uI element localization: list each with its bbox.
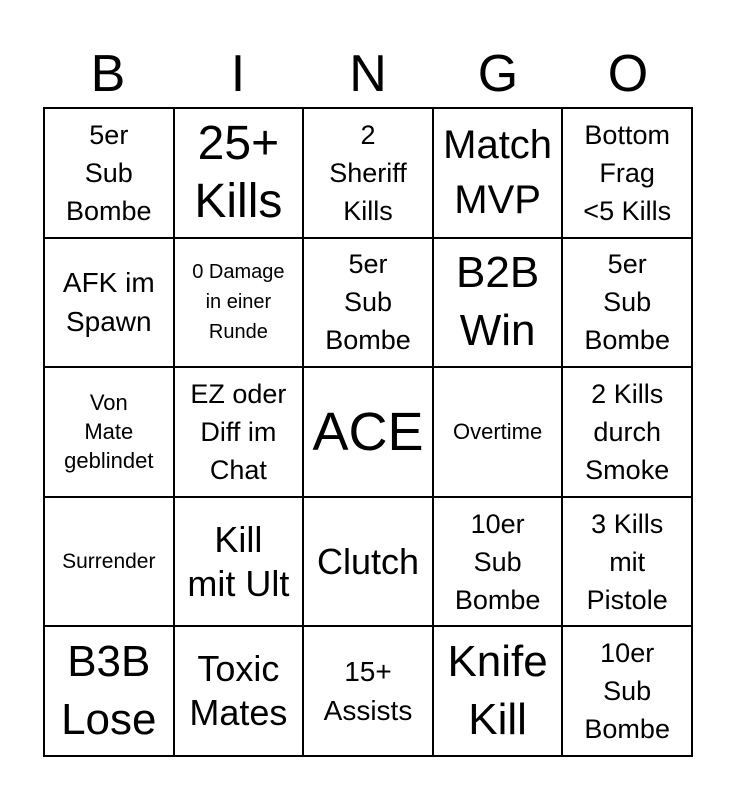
bingo-cell-text: B3B Lose — [61, 637, 157, 745]
bingo-cell-r3-c1[interactable] — [175, 498, 305, 628]
bingo-cell-r3-c3[interactable] — [434, 498, 564, 628]
bingo-cell-r4-c4[interactable] — [563, 627, 693, 757]
bingo-cell-r0-c2[interactable] — [304, 109, 434, 239]
header-letter-g: G — [477, 45, 519, 103]
bingo-cell-text: 10er Sub Bombe — [584, 638, 670, 745]
bingo-cell-text: Clutch — [316, 540, 420, 582]
bingo-cell-text: 2 Kills durch Smoke — [585, 378, 670, 485]
header-letter-n: N — [349, 45, 387, 103]
bingo-cell-text: Knife Kill — [447, 637, 548, 745]
bingo-cell-text: Toxic Mates — [189, 648, 288, 734]
bingo-cell-r1-c4[interactable] — [563, 239, 693, 369]
header-letter-o: O — [607, 45, 649, 103]
bingo-cell-text: AFK im Spawn — [62, 267, 155, 338]
bingo-cell-text: 10er Sub Bombe — [454, 508, 541, 615]
bingo-cell-text: Overtime — [452, 419, 543, 445]
header-letter-b: B — [90, 45, 126, 103]
bingo-cell-r3-c2[interactable] — [304, 498, 434, 628]
bingo-cell-r1-c2[interactable] — [304, 239, 434, 369]
bingo-cell-text: Surrender — [62, 549, 156, 573]
bingo-cell-text: 5er Sub Bombe — [66, 119, 152, 226]
bingo-cell-text: EZ oder Diff im Chat — [190, 378, 287, 485]
bingo-cell-text: Match MVP — [443, 122, 553, 222]
bingo-cell-r2-c0[interactable] — [45, 368, 175, 498]
bingo-cell-r4-c1[interactable] — [175, 627, 305, 757]
bingo-cell-text: 0 Damage in einer Runde — [192, 261, 285, 344]
bingo-header — [43, 40, 693, 108]
bingo-cell-r2-c2[interactable] — [304, 368, 434, 498]
bingo-cell-text: 15+ Assists — [323, 656, 413, 727]
bingo-cell-text: 5er Sub Bombe — [584, 249, 670, 356]
bingo-cell-r2-c3[interactable] — [434, 368, 564, 498]
bingo-cell-text: Von Mate geblindet — [64, 390, 154, 474]
bingo-cell-r4-c2[interactable] — [304, 627, 434, 757]
bingo-cell-r1-c0[interactable] — [45, 239, 175, 369]
bingo-cell-text: 3 Kills mit Pistole — [586, 508, 668, 615]
bingo-cell-text: B2B Win — [456, 248, 540, 356]
bingo-cell-r4-c3[interactable] — [434, 627, 564, 757]
bingo-cell-text: 2 Sheriff Kills — [329, 119, 407, 226]
bingo-cell-text: 25+ Kills — [194, 116, 283, 228]
bingo-cell-r2-c1[interactable] — [175, 368, 305, 498]
bingo-cell-text: 5er Sub Bombe — [325, 249, 411, 356]
bingo-cell-r4-c0[interactable] — [45, 627, 175, 757]
bingo-cell-text: Kill mit Ult — [187, 518, 290, 604]
bingo-grid — [43, 107, 693, 757]
bingo-cell-r0-c3[interactable] — [434, 109, 564, 239]
bingo-cell-r1-c3[interactable] — [434, 239, 564, 369]
bingo-cell-r1-c1[interactable] — [175, 239, 305, 369]
bingo-cell-r0-c4[interactable] — [563, 109, 693, 239]
bingo-cell-r3-c4[interactable] — [563, 498, 693, 628]
bingo-cell-r2-c4[interactable] — [563, 368, 693, 498]
bingo-cell-r0-c1[interactable] — [175, 109, 305, 239]
bingo-cell-text: ACE — [312, 401, 424, 462]
bingo-cell-r0-c0[interactable] — [45, 109, 175, 239]
header-letter-i: I — [230, 45, 246, 103]
bingo-cell-r3-c0[interactable] — [45, 498, 175, 628]
bingo-cell-text: Bottom Frag <5 Kills — [583, 119, 672, 226]
